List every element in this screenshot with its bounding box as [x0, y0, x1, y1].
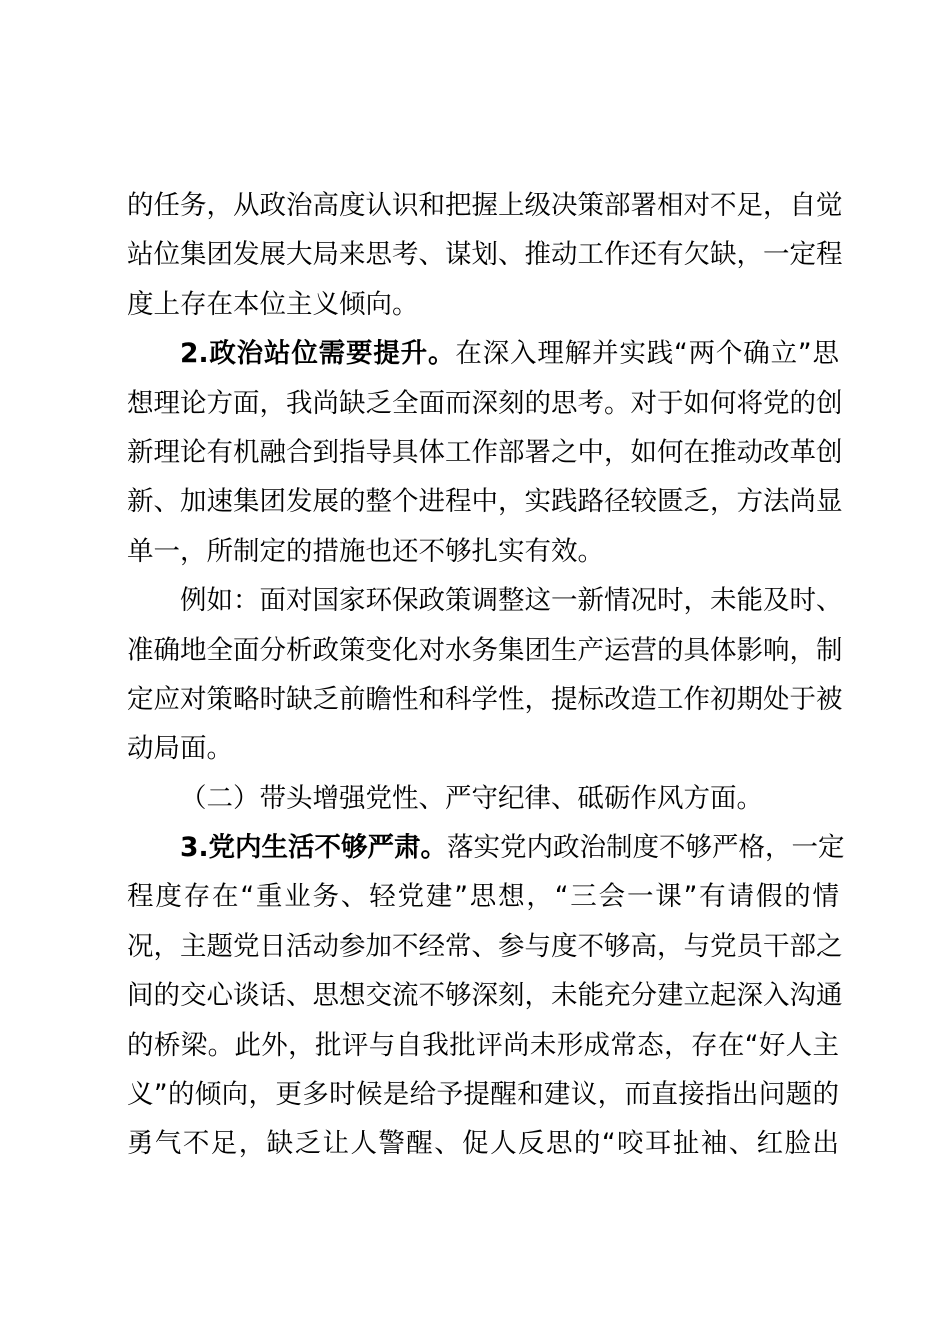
text-line: 新、加速集团发展的整个进程中，实践路径较匮乏，方法尚显: [127, 486, 843, 518]
text-line: 程度存在“重业务、轻党建”思想，“三会一课”有请假的情: [127, 881, 839, 913]
text-line: 准确地全面分析政策变化对水务集团生产运营的具体影响，制: [127, 634, 843, 666]
paragraph-2-first-line: [127, 329, 839, 378]
text-line: 定应对策略时缺乏前瞻性和科学性，提标改造工作初期处于被: [127, 683, 843, 715]
text-line: 间的交心谈话、思想交流不够深刻，未能充分建立起深入沟通: [127, 980, 843, 1012]
text-line: 例如：面对国家环保政策调整这一新情况时，未能及时、: [180, 585, 843, 617]
paragraph-heading: 3.党内生活不够严肃。: [180, 832, 448, 864]
text-line: 动局面。: [127, 733, 233, 765]
text-line: 想理论方面，我尚缺乏全面而深刻的思考。对于如何将党的创: [127, 387, 843, 419]
text-line: 况，主题党日活动参加不经常、参与度不够高，与党员干部之: [127, 930, 843, 962]
text-line: 新理论有机融合到指导具体工作部署之中，如何在推动改革创: [127, 436, 843, 468]
text-line: 义”的倾向，更多时候是给予提醒和建议，而直接指出问题的: [127, 1079, 839, 1111]
text-line: 的任务，从政治高度认识和把握上级决策部署相对不足，自觉: [127, 190, 843, 221]
text-line: 单一，所制定的措施也还不够扎实有效。: [127, 535, 604, 567]
section-heading: （二）带头增强党性、严守纪律、砥砺作风方面。: [180, 782, 763, 814]
text-line: 站位集团发展大局来思考、谋划、推动工作还有欠缺，一定程: [127, 239, 843, 271]
paragraph-3-first-line: [127, 823, 845, 872]
paragraph-text: 在深入理解并实践“两个确立”思: [455, 338, 839, 370]
document-page: [127, 181, 845, 1169]
paragraph-text: 落实党内政治制度不够严格，一定: [447, 832, 845, 864]
text-line: 勇气不足，缺乏让人警醒、促人反思的“咬耳扯袖、红脸出: [127, 1128, 839, 1160]
text-line: 的桥梁。此外，批评与自我批评尚未形成常态，存在“好人主: [127, 1029, 839, 1061]
paragraph-heading: 2.政治站位需要提升。: [180, 338, 456, 370]
text-line: 度上存在本位主义倾向。: [127, 288, 419, 320]
